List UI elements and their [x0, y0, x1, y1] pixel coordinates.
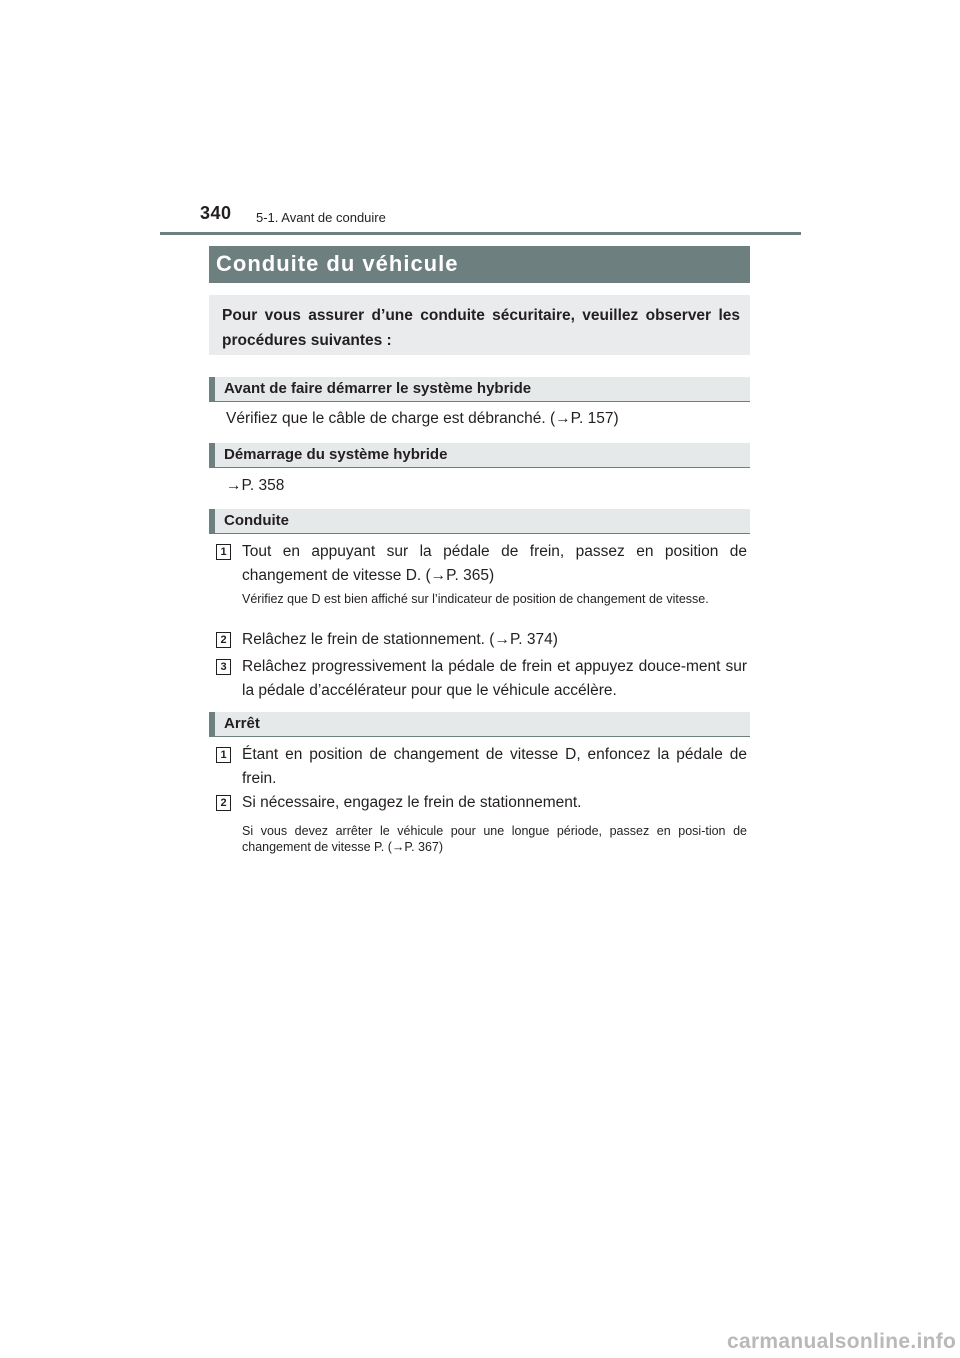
step-note: Vérifiez que D est bien affiché sur l’indicateur de position de changement de vitesse.: [242, 592, 709, 606]
step-number-badge: 1: [216, 747, 231, 763]
step-text: Relâchez progressivement la pédale de frein et appuyez douce-ment sur la pédale d’accélérateur pour que le véhicule accélère.: [242, 658, 747, 699]
step-number-badge: 2: [216, 795, 231, 811]
subheading-marker: [209, 377, 215, 401]
step-text: Relâchez le frein de stationnement. (→P. 374): [242, 631, 558, 648]
start-hybrid-text: →P. 358: [226, 477, 285, 494]
subheading-label: Démarrage du système hybride: [224, 446, 448, 463]
subheading-label: Conduite: [224, 512, 289, 529]
step-number-badge: 3: [216, 659, 231, 675]
step-text: Tout en appuyant sur la pédale de frein, passez en position de changement de vitesse D. (→P. 365): [242, 543, 747, 584]
subheading-label: Arrêt: [224, 715, 260, 732]
intro-box: [209, 295, 750, 355]
step-text: Si nécessaire, engagez le frein de stationnement.: [242, 794, 582, 811]
page-title: Conduite du véhicule: [216, 251, 459, 276]
subheading-start-hybrid: [209, 443, 750, 468]
page-title-bar: [209, 246, 750, 283]
subheading-before-start: [209, 377, 750, 402]
subheading-driving: [209, 509, 750, 534]
subheading-marker: [209, 443, 215, 467]
step-number-badge: 2: [216, 632, 231, 648]
section-label: 5-1. Avant de conduire: [256, 210, 386, 225]
subheading-marker: [209, 509, 215, 533]
page-number: 340: [200, 203, 232, 223]
subheading-label: Avant de faire démarrer le système hybride: [224, 380, 532, 397]
intro-text: Pour vous assurer d’une conduite sécuritaire, veuillez observer les procédures suivantes :: [222, 307, 740, 349]
subheading-marker: [209, 712, 215, 736]
header-divider: [160, 232, 801, 235]
step-note: Si vous devez arrêter le véhicule pour une longue période, passez en posi-tion de changement de vitesse P. (→P. 367): [242, 824, 747, 854]
watermark: carmanualsonline.info: [727, 1330, 957, 1353]
before-start-text: Vérifiez que le câble de charge est débranché. (→P. 157): [226, 410, 619, 427]
subheading-stopping: [209, 712, 750, 737]
step-number-badge: 1: [216, 544, 231, 560]
step-text: Étant en position de changement de vitesse D, enfoncez la pédale de frein.: [242, 746, 747, 787]
